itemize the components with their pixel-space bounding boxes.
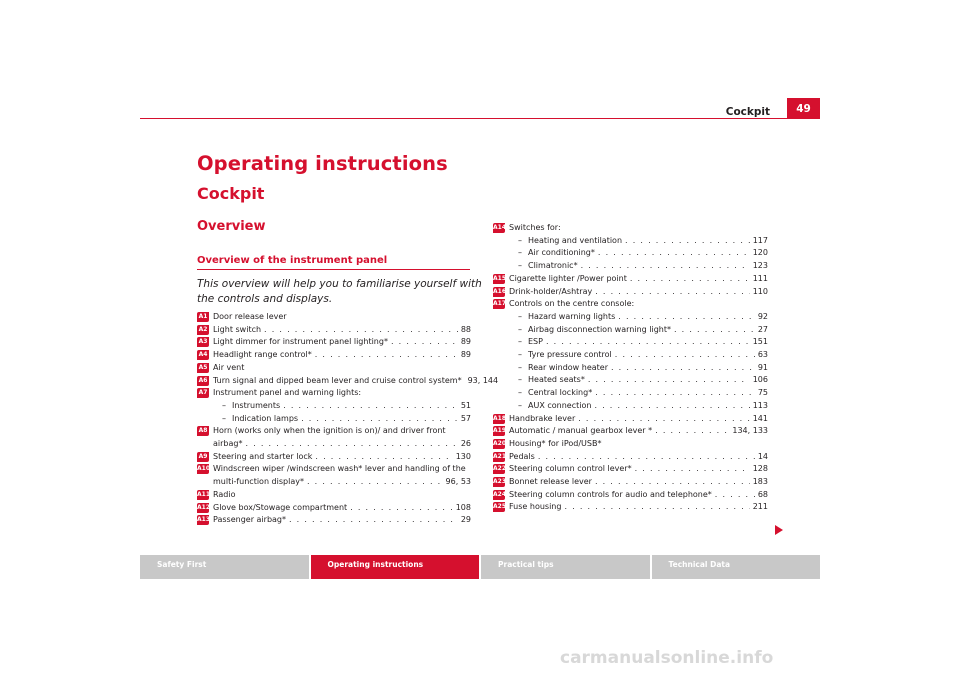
item-number-badge: A20 xyxy=(493,439,506,447)
page-reference: 29 xyxy=(460,515,471,525)
header-rule xyxy=(140,118,820,119)
item-label: Central locking* xyxy=(528,388,593,398)
dash-icon: – xyxy=(222,400,226,410)
dash-icon: – xyxy=(518,388,522,398)
list-item xyxy=(197,463,471,488)
page-reference: 92 xyxy=(757,311,768,321)
page-reference: 96, 53 xyxy=(445,477,471,487)
dot-leader xyxy=(301,413,458,426)
page-reference: 120 xyxy=(752,248,768,258)
list-item xyxy=(493,349,768,362)
dash-icon: – xyxy=(518,248,522,258)
list-item xyxy=(493,489,768,502)
list-item xyxy=(493,222,768,235)
item-label: Indication lamps xyxy=(232,413,299,423)
item-label: Climatronic* xyxy=(528,261,578,271)
item-label: Door release lever xyxy=(213,312,287,321)
intro-text: This overview will help you to familiarise yourself with the controls and displays. xyxy=(197,278,482,305)
list-item xyxy=(493,463,768,476)
list-item xyxy=(197,311,471,324)
item-label: AUX connection xyxy=(528,400,592,410)
item-label: Drink-holder/Ashtray xyxy=(509,286,593,296)
subsection-title: Overview xyxy=(197,219,266,234)
page-reference: 128 xyxy=(752,464,768,474)
item-label: Horn (works only when the ignition is on)/ and driver front xyxy=(213,426,446,436)
page-reference: 91 xyxy=(757,362,768,372)
item-label: airbag* xyxy=(213,439,243,449)
item-label: Light dimmer for instrument panel lighting* xyxy=(213,337,388,347)
continue-arrow-icon xyxy=(775,525,783,535)
item-number-badge: A13 xyxy=(197,516,210,524)
list-item xyxy=(493,273,768,286)
item-number-badge: A12 xyxy=(197,503,210,511)
left-item-list xyxy=(197,311,499,527)
dash-icon: – xyxy=(518,324,522,334)
list-item xyxy=(493,247,768,260)
page-reference: 110 xyxy=(752,286,768,296)
item-label: Rear window heater xyxy=(528,362,608,372)
dot-leader xyxy=(635,463,750,476)
dot-leader xyxy=(391,336,458,349)
page-reference: 211 xyxy=(752,502,768,512)
item-number-badge: A2 xyxy=(198,325,208,333)
dot-leader xyxy=(595,387,755,400)
item-label: Steering and starter lock xyxy=(213,451,313,461)
list-item xyxy=(493,476,768,489)
dot-leader xyxy=(578,413,749,426)
dot-leader xyxy=(588,374,750,387)
item-label: Windscreen wiper /windscreen wash* lever and handling of the xyxy=(213,464,466,474)
list-item xyxy=(197,400,471,413)
item-number-badge: A17 xyxy=(493,300,506,308)
list-item xyxy=(493,260,768,273)
item-label: Cigarette lighter /Power point xyxy=(509,273,627,283)
item-label: Automatic / manual gearbox lever * xyxy=(509,426,653,436)
item-number-badge: A21 xyxy=(493,452,506,460)
item-number-badge: A5 xyxy=(198,363,208,371)
item-label: Passenger airbag* xyxy=(213,515,286,525)
dot-leader xyxy=(615,349,755,362)
header-section-title: Cockpit xyxy=(725,106,770,118)
item-label: Tyre pressure control xyxy=(528,350,612,360)
dot-leader xyxy=(595,476,750,489)
list-item xyxy=(197,336,471,349)
list-item xyxy=(197,349,471,362)
dot-leader xyxy=(350,502,453,515)
page-reference: 113 xyxy=(752,400,768,410)
list-item xyxy=(493,374,768,387)
item-number-badge: A1 xyxy=(198,313,208,320)
list-item xyxy=(197,489,471,502)
list-item xyxy=(197,413,471,426)
item-number-badge: A19 xyxy=(493,427,506,435)
list-item xyxy=(493,235,768,248)
page-reference: 63 xyxy=(757,350,768,360)
footer-tab-safety-first[interactable]: Safety First xyxy=(140,555,309,579)
dot-leader xyxy=(674,324,755,337)
topic-title: Overview of the instrument panel xyxy=(197,255,388,266)
list-item xyxy=(493,425,768,438)
page-reference: 88 xyxy=(460,324,471,334)
item-label: Light switch xyxy=(213,324,262,334)
dash-icon: – xyxy=(518,375,522,385)
page-reference: 68 xyxy=(757,489,768,499)
footer-tab-operating-instructions[interactable]: Operating instructions xyxy=(311,555,480,579)
page-reference: 106 xyxy=(752,375,768,385)
item-label: Instrument panel and warning lights: xyxy=(213,388,362,398)
dot-leader xyxy=(315,451,452,464)
dash-icon: – xyxy=(518,311,522,321)
item-label: Headlight range control* xyxy=(213,350,312,360)
dot-leader xyxy=(715,489,755,502)
page-reference: 130 xyxy=(455,451,471,461)
item-label: multi-function display* xyxy=(213,477,304,487)
item-label: Steering column controls for audio and telephone* xyxy=(509,489,712,499)
dot-leader xyxy=(655,425,729,438)
list-item xyxy=(197,324,471,337)
item-number-badge: A16 xyxy=(493,287,506,295)
page-reference: 151 xyxy=(752,337,768,347)
page-reference: 27 xyxy=(757,324,768,334)
list-item xyxy=(493,286,768,299)
item-label: Airbag disconnection warning light* xyxy=(528,324,671,334)
item-number-badge: A10 xyxy=(197,465,210,473)
list-item xyxy=(197,451,471,464)
page-number-badge: 49 xyxy=(787,98,820,118)
page-reference: 89 xyxy=(460,350,471,360)
list-item xyxy=(493,387,768,400)
item-number-badge: A24 xyxy=(493,490,506,498)
dot-leader xyxy=(546,336,750,349)
item-number-badge: A14 xyxy=(493,224,506,231)
item-label: Fuse housing xyxy=(509,502,562,512)
dot-leader xyxy=(618,311,755,324)
dot-leader xyxy=(283,400,458,413)
item-label: Instruments xyxy=(232,400,281,410)
dash-icon: – xyxy=(518,337,522,347)
item-label: Glove box/Stowage compartment xyxy=(213,502,348,512)
list-item xyxy=(493,451,768,464)
item-number-badge: A25 xyxy=(493,503,506,511)
page-reference: 108 xyxy=(455,502,471,512)
list-item xyxy=(493,413,768,426)
watermark: carmanualsonline.info xyxy=(560,648,774,668)
dot-leader xyxy=(594,400,749,413)
item-label: Bonnet release lever xyxy=(509,477,592,487)
dash-icon: – xyxy=(518,235,522,245)
page-reference: 117 xyxy=(752,235,768,245)
item-label: Controls on the centre console: xyxy=(509,299,635,309)
item-number-badge: A4 xyxy=(198,351,208,359)
dot-leader xyxy=(595,286,750,299)
section-title: Cockpit xyxy=(197,184,265,203)
list-item xyxy=(493,438,768,451)
dot-leader xyxy=(581,260,750,273)
list-item xyxy=(197,514,471,527)
item-label: ESP xyxy=(528,337,543,347)
item-number-badge: A6 xyxy=(198,376,208,384)
page-reference: 26 xyxy=(460,439,471,449)
list-item xyxy=(197,387,471,400)
dot-leader xyxy=(245,438,457,451)
footer-nav xyxy=(140,555,820,579)
dot-leader xyxy=(564,501,749,514)
list-item xyxy=(493,501,768,514)
item-label: Heating and ventilation xyxy=(528,235,623,245)
item-label: Housing* for iPod/USB* xyxy=(509,438,602,448)
list-item xyxy=(197,362,471,375)
page-reference: 93, 144 xyxy=(467,375,499,385)
list-item xyxy=(197,375,499,388)
dot-leader xyxy=(598,247,750,260)
item-number-badge: A11 xyxy=(197,490,210,498)
item-number-badge: A8 xyxy=(198,427,208,435)
page-reference: 57 xyxy=(460,413,471,423)
footer-tab-practical-tips[interactable]: Practical tips xyxy=(481,555,650,579)
item-label: Switches for: xyxy=(509,223,561,232)
item-label: Steering column control lever* xyxy=(509,464,632,474)
dash-icon: – xyxy=(518,362,522,372)
dash-icon: – xyxy=(518,261,522,271)
item-number-badge: A3 xyxy=(198,338,208,346)
item-label: Pedals xyxy=(509,451,535,461)
page-reference: 111 xyxy=(752,273,768,283)
item-number-badge: A18 xyxy=(493,414,506,422)
right-item-list xyxy=(493,222,768,514)
list-item xyxy=(493,324,768,337)
page-reference: 14 xyxy=(757,451,768,461)
item-label: Handbrake lever xyxy=(509,413,576,423)
dot-leader xyxy=(307,476,443,489)
page-reference: 123 xyxy=(752,261,768,271)
page-reference: 89 xyxy=(460,337,471,347)
dot-leader xyxy=(630,273,750,286)
list-item xyxy=(493,362,768,375)
dot-leader xyxy=(264,324,458,337)
dot-leader xyxy=(611,362,755,375)
item-label: Air vent xyxy=(213,362,245,372)
list-item xyxy=(197,502,471,515)
chapter-title: Operating instructions xyxy=(197,152,448,175)
page-reference: 141 xyxy=(752,413,768,423)
list-item xyxy=(493,400,768,413)
page-reference: 51 xyxy=(460,400,471,410)
dot-leader xyxy=(538,451,755,464)
item-label: Radio xyxy=(213,489,236,499)
item-number-badge: A7 xyxy=(198,389,208,397)
list-item xyxy=(493,298,768,311)
page-reference: 134, 133 xyxy=(732,426,768,436)
item-label: Air conditioning* xyxy=(528,248,595,258)
dot-leader xyxy=(625,235,750,248)
item-number-badge: A9 xyxy=(198,452,208,460)
item-number-badge: A22 xyxy=(493,465,506,473)
dot-leader xyxy=(315,349,458,362)
item-label: Hazard warning lights xyxy=(528,311,616,321)
footer-tab-technical-data[interactable]: Technical Data xyxy=(652,555,821,579)
topic-rule xyxy=(197,269,470,270)
list-item xyxy=(493,311,768,324)
item-number-badge: A15 xyxy=(493,274,506,282)
dash-icon: – xyxy=(222,413,226,423)
dot-leader xyxy=(289,514,458,527)
item-label: Heated seats* xyxy=(528,375,585,385)
dash-icon: – xyxy=(518,350,522,360)
list-item xyxy=(197,425,471,450)
item-label: Turn signal and dipped beam lever and cruise control system* xyxy=(213,375,462,385)
page-reference: 183 xyxy=(752,477,768,487)
dash-icon: – xyxy=(518,400,522,410)
list-item xyxy=(493,336,768,349)
item-number-badge: A23 xyxy=(493,478,506,486)
page-reference: 75 xyxy=(757,388,768,398)
